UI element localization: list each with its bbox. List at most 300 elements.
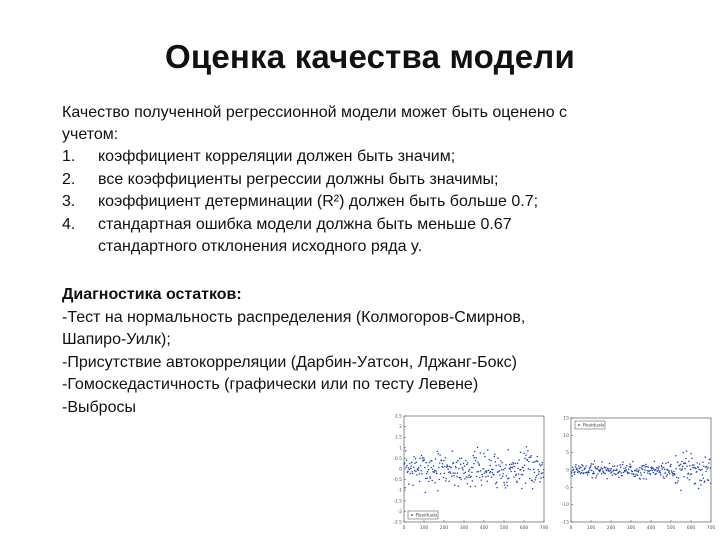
y-tick-label: 0 bbox=[399, 467, 402, 473]
residual-point bbox=[497, 458, 499, 460]
residual-point bbox=[483, 453, 485, 455]
residual-point bbox=[453, 462, 455, 464]
residual-point bbox=[576, 467, 578, 469]
residual-point bbox=[676, 476, 678, 478]
residual-point bbox=[674, 474, 676, 476]
residual-point bbox=[660, 472, 662, 474]
residual-point bbox=[667, 469, 669, 471]
residual-point bbox=[677, 480, 679, 482]
residual-point bbox=[427, 471, 429, 473]
residual-point bbox=[473, 457, 475, 459]
intro-paragraph bbox=[62, 102, 662, 146]
residual-point bbox=[445, 478, 447, 480]
residual-point bbox=[689, 479, 691, 481]
residual-point bbox=[503, 482, 505, 484]
residual-point bbox=[502, 476, 504, 478]
x-tick-label: 500 bbox=[499, 526, 509, 531]
residual-point bbox=[536, 456, 538, 458]
residual-point bbox=[457, 460, 459, 462]
residual-point bbox=[498, 464, 500, 466]
residual-point bbox=[538, 473, 540, 475]
residual-point bbox=[664, 469, 666, 471]
residual-point bbox=[646, 478, 648, 480]
residual-point bbox=[636, 470, 638, 472]
residual-point bbox=[526, 446, 528, 448]
residual-point bbox=[633, 474, 635, 476]
residual-point bbox=[431, 480, 433, 482]
residual-point bbox=[440, 473, 442, 475]
residual-point bbox=[669, 473, 671, 475]
residual-point bbox=[469, 477, 471, 479]
residual-point bbox=[506, 482, 508, 484]
residual-point bbox=[483, 468, 485, 470]
residual-point bbox=[465, 460, 467, 462]
residual-point bbox=[418, 467, 420, 469]
residual-point bbox=[668, 470, 670, 472]
residual-point bbox=[658, 466, 660, 468]
diagnostics-line: -Выбросы bbox=[62, 398, 136, 416]
residual-point bbox=[480, 452, 482, 454]
residual-point bbox=[594, 466, 596, 468]
residual-point bbox=[685, 458, 687, 460]
x-tick-label: 500 bbox=[666, 526, 676, 531]
residual-point bbox=[517, 468, 519, 470]
residual-point bbox=[426, 477, 428, 479]
residual-point bbox=[574, 473, 576, 475]
residual-point bbox=[451, 475, 453, 477]
residuals-scatter-chart bbox=[555, 412, 717, 538]
residual-point bbox=[613, 473, 615, 475]
x-tick-label: 400 bbox=[479, 526, 489, 531]
residual-point bbox=[606, 478, 608, 480]
residual-point bbox=[689, 465, 691, 467]
residual-point bbox=[591, 463, 593, 465]
residual-point bbox=[442, 467, 444, 469]
residual-point bbox=[444, 466, 446, 468]
residual-point bbox=[456, 461, 458, 463]
residual-point bbox=[473, 455, 475, 457]
residual-point bbox=[523, 470, 525, 472]
residual-point bbox=[415, 458, 417, 460]
residual-point bbox=[635, 475, 637, 477]
criteria-text: стандартная ошибка модели должна быть меньше 0.67 bbox=[98, 215, 512, 233]
residual-point bbox=[522, 467, 524, 469]
diagnostics-block bbox=[62, 284, 525, 419]
residual-point bbox=[626, 465, 628, 467]
residual-point bbox=[541, 464, 543, 466]
residual-point bbox=[404, 487, 406, 489]
residual-point bbox=[710, 467, 712, 469]
x-tick-label: 0 bbox=[402, 526, 406, 531]
residual-point bbox=[651, 468, 653, 470]
residual-point bbox=[494, 456, 496, 458]
residual-point bbox=[475, 460, 477, 462]
residual-point bbox=[509, 464, 511, 466]
residual-point bbox=[594, 460, 596, 462]
residual-point bbox=[642, 469, 644, 471]
residual-point bbox=[665, 472, 667, 474]
residual-point bbox=[424, 492, 426, 494]
residual-point bbox=[644, 469, 646, 471]
residual-point bbox=[574, 471, 576, 473]
residual-point bbox=[419, 458, 421, 460]
criteria-item bbox=[62, 214, 538, 259]
residual-point bbox=[411, 462, 413, 464]
criteria-list bbox=[62, 146, 538, 259]
x-tick-label: 700 bbox=[706, 526, 716, 531]
residual-point bbox=[656, 467, 658, 469]
residual-point bbox=[461, 458, 463, 460]
residual-point bbox=[640, 472, 642, 474]
residual-point bbox=[458, 468, 460, 470]
residual-point bbox=[471, 472, 473, 474]
residual-point bbox=[621, 475, 623, 477]
residual-point bbox=[405, 450, 407, 452]
residual-point bbox=[521, 474, 523, 476]
residual-point bbox=[527, 459, 529, 461]
residual-point bbox=[686, 465, 688, 467]
residual-point bbox=[518, 473, 520, 475]
residuals-plot-right bbox=[555, 412, 717, 538]
residual-point bbox=[466, 476, 468, 478]
residual-point bbox=[597, 467, 599, 469]
residual-point bbox=[575, 464, 577, 466]
residual-point bbox=[697, 467, 699, 469]
residual-point bbox=[487, 475, 489, 477]
residual-point bbox=[528, 468, 530, 470]
residual-point bbox=[442, 463, 444, 465]
legend-label: Residuals bbox=[416, 513, 438, 519]
residual-point bbox=[689, 474, 691, 476]
residual-point bbox=[432, 468, 434, 470]
residual-point bbox=[628, 468, 630, 470]
residual-point bbox=[658, 469, 660, 471]
residual-point bbox=[466, 483, 468, 485]
residual-point bbox=[424, 467, 426, 469]
residual-point bbox=[662, 462, 664, 464]
residual-point bbox=[409, 463, 411, 465]
y-tick-label: -10 bbox=[561, 503, 569, 509]
residual-point bbox=[542, 472, 544, 474]
residual-point bbox=[692, 464, 694, 466]
residual-point bbox=[459, 477, 461, 479]
x-tick-label: 700 bbox=[539, 526, 549, 531]
residual-point bbox=[449, 466, 451, 468]
x-tick-label: 300 bbox=[459, 526, 469, 531]
residual-point bbox=[622, 464, 624, 466]
residual-point bbox=[542, 462, 544, 464]
residual-point bbox=[570, 473, 572, 475]
residual-point bbox=[671, 472, 673, 474]
residual-point bbox=[688, 461, 690, 463]
residual-point bbox=[706, 468, 708, 470]
residual-point bbox=[406, 460, 408, 462]
residual-point bbox=[490, 460, 492, 462]
residual-point bbox=[451, 467, 453, 469]
residual-point bbox=[614, 469, 616, 471]
residual-point bbox=[464, 478, 466, 480]
residual-point bbox=[469, 469, 471, 471]
residual-point bbox=[445, 480, 447, 482]
residual-point bbox=[688, 472, 690, 474]
residual-point bbox=[612, 466, 614, 468]
residual-point bbox=[640, 478, 642, 480]
residual-point bbox=[578, 465, 580, 467]
residual-point bbox=[434, 482, 436, 484]
residual-point bbox=[611, 471, 613, 473]
residual-point bbox=[582, 470, 584, 472]
residual-point bbox=[647, 466, 649, 468]
criteria-text: коэффициент детерминации (R²) должен быть больше 0.7; bbox=[98, 193, 539, 210]
residual-point bbox=[645, 464, 647, 466]
residual-point bbox=[598, 466, 600, 468]
y-tick-label: 5 bbox=[566, 451, 569, 457]
residual-point bbox=[682, 466, 684, 468]
residual-point bbox=[422, 457, 424, 459]
residual-point bbox=[443, 477, 445, 479]
residual-point bbox=[696, 471, 698, 473]
residual-point bbox=[662, 476, 664, 478]
residual-point bbox=[686, 450, 688, 452]
residual-point bbox=[478, 471, 480, 473]
residual-point bbox=[452, 450, 454, 452]
residual-point bbox=[708, 462, 710, 464]
residual-point bbox=[525, 482, 527, 484]
residual-point bbox=[412, 473, 414, 475]
residual-point bbox=[539, 463, 541, 465]
residual-point bbox=[535, 477, 537, 479]
residual-point bbox=[532, 462, 534, 464]
residual-point bbox=[710, 483, 712, 485]
residual-point bbox=[468, 470, 470, 472]
residual-point bbox=[424, 459, 426, 461]
residual-point bbox=[501, 469, 503, 471]
residual-point bbox=[439, 462, 441, 464]
x-tick-label: 200 bbox=[606, 526, 616, 531]
residual-point bbox=[504, 484, 506, 486]
y-tick-label: -1 bbox=[397, 488, 402, 494]
x-tick-label: 600 bbox=[519, 526, 529, 531]
criteria-text: коэффициент корреляции должен быть значим; bbox=[98, 148, 456, 165]
residual-point bbox=[577, 471, 579, 473]
residual-point bbox=[468, 474, 470, 476]
residual-point bbox=[448, 480, 450, 482]
residual-point bbox=[620, 466, 622, 468]
residual-point bbox=[479, 477, 481, 479]
criteria-text-continued: стандартного отклонения исходного ряда y. bbox=[98, 238, 423, 255]
residual-point bbox=[500, 466, 502, 468]
residual-point bbox=[524, 457, 526, 459]
residual-point bbox=[605, 467, 607, 469]
residual-point bbox=[661, 465, 663, 467]
residual-point bbox=[421, 473, 423, 475]
plot-frame bbox=[404, 416, 544, 522]
residual-point bbox=[698, 469, 700, 471]
residual-point bbox=[678, 477, 680, 479]
legend-label: Residuals bbox=[583, 423, 605, 429]
residual-point bbox=[484, 456, 486, 458]
residual-point bbox=[691, 473, 693, 475]
residual-point bbox=[705, 471, 707, 473]
residual-point bbox=[695, 468, 697, 470]
residual-point bbox=[592, 463, 594, 465]
residual-point bbox=[482, 476, 484, 478]
residual-point bbox=[505, 487, 507, 489]
residual-point bbox=[532, 488, 534, 490]
y-tick-label: -5 bbox=[564, 485, 569, 491]
diagnostics-line: -Присутствие автокорреляции (Дарбин-Уатсон, Лджанг-Бокс) bbox=[62, 353, 517, 371]
residual-point bbox=[654, 461, 656, 463]
residual-point bbox=[416, 461, 418, 463]
residual-point bbox=[435, 458, 437, 460]
residual-point bbox=[679, 465, 681, 467]
intro-line: учетом: bbox=[62, 126, 119, 143]
residual-point bbox=[533, 469, 535, 471]
residual-point bbox=[496, 487, 498, 489]
residual-point bbox=[436, 473, 438, 475]
residual-point bbox=[593, 473, 595, 475]
residual-point bbox=[577, 469, 579, 471]
residual-point bbox=[476, 471, 478, 473]
residual-point bbox=[610, 470, 612, 472]
residual-point bbox=[506, 475, 508, 477]
residual-point bbox=[614, 465, 616, 467]
residual-point bbox=[523, 453, 525, 455]
residual-point bbox=[511, 463, 513, 465]
residual-point bbox=[413, 466, 415, 468]
residual-point bbox=[682, 452, 684, 454]
y-tick-label: -2 bbox=[397, 509, 402, 515]
residual-point bbox=[521, 488, 523, 490]
residual-point bbox=[684, 468, 686, 470]
residual-point bbox=[517, 463, 519, 465]
x-tick-label: 0 bbox=[569, 526, 573, 531]
criteria-number: 4. bbox=[62, 215, 76, 233]
residual-point bbox=[693, 464, 695, 466]
residual-point bbox=[462, 467, 464, 469]
residual-point bbox=[499, 474, 501, 476]
residual-point bbox=[419, 481, 421, 483]
residual-point bbox=[496, 482, 498, 484]
residual-point bbox=[531, 480, 533, 482]
residual-point bbox=[572, 467, 574, 469]
residual-point bbox=[701, 469, 703, 471]
residual-point bbox=[447, 468, 449, 470]
residual-point bbox=[590, 465, 592, 467]
residual-point bbox=[486, 472, 488, 474]
residual-point bbox=[502, 473, 504, 475]
criteria-item bbox=[62, 146, 538, 169]
residual-point bbox=[680, 463, 682, 465]
residual-point bbox=[596, 475, 598, 477]
residual-point bbox=[477, 447, 479, 449]
residual-point bbox=[406, 465, 408, 467]
residual-point bbox=[615, 474, 617, 476]
residual-point bbox=[524, 465, 526, 467]
residual-point bbox=[509, 468, 511, 470]
residual-point bbox=[515, 463, 517, 465]
residual-point bbox=[450, 473, 452, 475]
criteria-item bbox=[62, 169, 538, 192]
y-tick-label: -15 bbox=[561, 520, 569, 526]
residual-point bbox=[699, 480, 701, 482]
residual-point bbox=[704, 456, 706, 458]
residual-point bbox=[474, 451, 476, 453]
residual-point bbox=[631, 473, 633, 475]
residual-point bbox=[641, 467, 643, 469]
residual-point bbox=[675, 455, 677, 457]
diagnostics-line: -Гомоскедастичность (графически или по тесту Левене) bbox=[62, 376, 479, 393]
residual-point bbox=[486, 470, 488, 472]
residual-point bbox=[488, 459, 490, 461]
residual-point bbox=[541, 473, 543, 475]
residual-point bbox=[414, 462, 416, 464]
residual-point bbox=[457, 472, 459, 474]
residual-point bbox=[643, 465, 645, 467]
residual-point bbox=[522, 474, 524, 476]
residual-point bbox=[690, 453, 692, 455]
x-tick-label: 200 bbox=[439, 526, 449, 531]
residual-point bbox=[588, 470, 590, 472]
residual-point bbox=[410, 473, 412, 474]
residual-point bbox=[646, 466, 648, 468]
y-tick-label: -2.5 bbox=[393, 520, 402, 526]
residual-point bbox=[623, 472, 625, 474]
residual-point bbox=[676, 482, 678, 484]
residual-point bbox=[413, 456, 415, 458]
residual-point bbox=[671, 470, 673, 472]
residual-point bbox=[628, 472, 630, 474]
residual-point bbox=[612, 475, 614, 477]
residual-point bbox=[608, 470, 610, 472]
y-tick-label: -0.5 bbox=[393, 478, 402, 484]
residual-point bbox=[459, 458, 461, 460]
residual-point bbox=[428, 469, 430, 471]
residual-point bbox=[515, 474, 517, 476]
residual-point bbox=[527, 450, 529, 452]
residual-point bbox=[423, 457, 425, 459]
residual-point bbox=[438, 453, 440, 455]
intro-line: Качество полученной регрессионной модели может быть оценено с bbox=[62, 104, 568, 121]
residual-point bbox=[540, 477, 542, 479]
residual-point bbox=[583, 472, 585, 474]
residual-point bbox=[477, 461, 479, 463]
residual-point bbox=[495, 465, 497, 467]
residual-point bbox=[465, 472, 467, 474]
residual-point bbox=[495, 483, 497, 485]
residual-point bbox=[632, 471, 634, 473]
residual-point bbox=[616, 469, 618, 471]
residual-point bbox=[537, 469, 539, 471]
residual-point bbox=[665, 462, 667, 464]
residual-point bbox=[421, 455, 423, 457]
residual-point bbox=[475, 457, 477, 459]
x-tick-label: 400 bbox=[646, 526, 656, 531]
y-tick-label: 0 bbox=[566, 468, 569, 474]
residual-point bbox=[487, 449, 489, 451]
residual-point bbox=[438, 467, 440, 469]
residual-point bbox=[647, 470, 649, 472]
residual-point bbox=[410, 465, 412, 467]
residual-point bbox=[597, 473, 599, 475]
residual-point bbox=[417, 470, 419, 472]
residual-point bbox=[691, 457, 693, 459]
residual-point bbox=[659, 470, 661, 472]
y-tick-label: 1.5 bbox=[394, 435, 402, 441]
residual-point bbox=[470, 486, 472, 488]
residual-point bbox=[488, 470, 490, 472]
residual-point bbox=[503, 469, 505, 471]
